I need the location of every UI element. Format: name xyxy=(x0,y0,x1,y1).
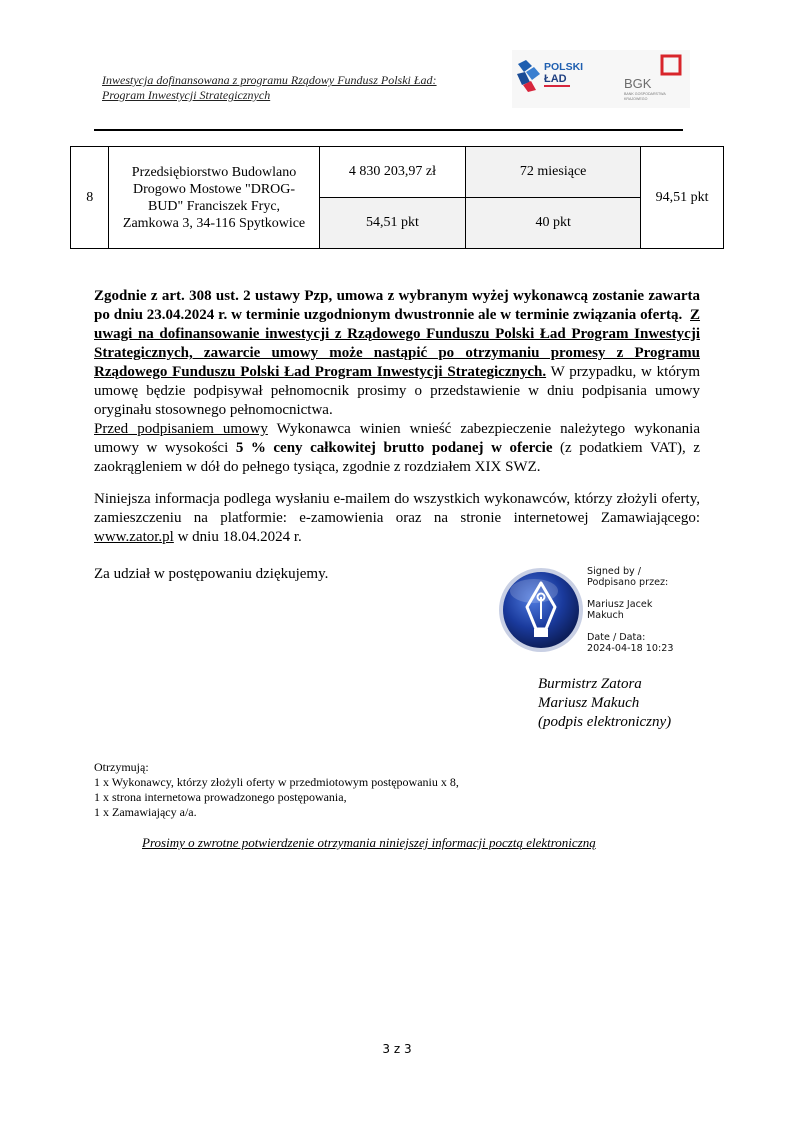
date-label: Date / Data: xyxy=(587,632,646,643)
funding-logos xyxy=(512,50,690,108)
bgk-text: BGK xyxy=(624,76,652,91)
bgk-sub1: BANK GOSPODARSTWA xyxy=(624,92,666,96)
list-item: 1 x Wykonawcy, którzy złożyli oferty w przedmiotowym postępowaniu x 8, xyxy=(94,775,459,789)
signatory-block xyxy=(538,675,671,732)
signed-by-label: Signed by / xyxy=(587,566,642,577)
header-divider xyxy=(94,129,683,131)
polski-text: POLSKI xyxy=(544,61,584,73)
list-item: 1 x strona internetowa prowadzonego postępowania, xyxy=(94,790,347,804)
contractor-line: Przedsiębiorstwo Budowlano xyxy=(131,164,297,180)
funding-condition-text: Z uwagi na dofinansowanie inwestycji z Rządowego Funduszu Polski Ład Program Inwestycji Strategicznych, zawarcie umowy może nastąpić po otrzymaniu promesy z Programu Rządowego Funduszu Polski Ład Program Inwestycji Strategicznych. xyxy=(94,307,701,380)
price-cell: 4 830 203,97 zł xyxy=(319,147,466,198)
signatory-title: Burmistrz Zatora xyxy=(538,676,642,692)
bgk-sub2: KRAJOWEGO xyxy=(624,97,648,101)
acknowledgement-request: Prosimy o zwrotne potwierdzenie otrzymania niniejszej informacji pocztą elektroniczną xyxy=(142,835,596,850)
thanks-text: Za udział w postępowaniu dziękujemy. xyxy=(94,566,329,582)
recipients-list xyxy=(94,760,459,820)
header-line-2: Program Inwestycji Strategicznych xyxy=(102,88,271,102)
contract-info-paragraph xyxy=(94,287,700,477)
security-text-a: Wykonawca winien wnieść zabezpieczenie należytego wykonania umowy w wysokości xyxy=(94,421,700,456)
before-signing-text: Przed podpisaniem umowy xyxy=(94,421,268,437)
offer-number: 8 xyxy=(71,147,109,249)
publication-paragraph xyxy=(94,490,700,547)
signer-name-1: Mariusz Jacek xyxy=(587,599,653,610)
signatory-note: (podpis elektroniczny) xyxy=(538,714,672,730)
offer-results-table xyxy=(70,146,724,249)
price-points-cell: 54,51 pkt xyxy=(319,198,466,249)
page-number: 3 z 3 xyxy=(382,1042,412,1056)
recipients-heading: Otrzymują: xyxy=(94,760,149,774)
contractor-line: Zamkowa 3, 34-116 Spytkowice xyxy=(122,215,306,231)
security-amount-text: 5 % ceny całkowitej brutto podanej w ofercie xyxy=(235,440,553,456)
contractor-cell xyxy=(109,147,319,249)
publication-text-b: w dniu 18.04.2024 r. xyxy=(173,529,302,545)
security-text-b: (z podatkiem VAT), z zaokrągleniem w dół do pełnego tysiąca, zgodnie z rozdziałem XIX SWZ. xyxy=(94,440,701,475)
total-points-cell: 94,51 pkt xyxy=(641,147,724,249)
signed-by-label-pl: Podpisano przez: xyxy=(587,577,669,588)
warranty-points-cell: 40 pkt xyxy=(466,198,641,249)
pen-nib-signature-icon xyxy=(498,567,584,653)
publication-text-a: Niniejsza informacja podlega wysłaniu e-mailem do wszystkich wykonawców, którzy złożyli oferty, zamieszczeniu na platformie: e-zamowienia oraz na stronie internetowej Zamawiającego: xyxy=(94,491,700,526)
lad-text: ŁAD xyxy=(544,73,567,85)
warranty-cell: 72 miesiące xyxy=(466,147,641,198)
proxy-text: W przypadku, w którym umowę będzie podpisywał pełnomocnik prosimy o przedstawienie w dniu podpisania umowy oryginału stosownego pełnomocnictwa. xyxy=(94,364,700,418)
contractor-line: BUD" Franciszek Fryc, xyxy=(147,198,281,214)
header-program-text xyxy=(102,73,437,103)
header-line-1: Inwestycja dofinansowana z programu Rządowy Fundusz Polski Ład: xyxy=(102,73,437,87)
zator-website-link[interactable]: www.zator.pl xyxy=(94,529,174,545)
table-row xyxy=(71,147,724,198)
contractor-line: Drogowo Mostowe "DROG- xyxy=(133,181,296,197)
list-item: 1 x Zamawiający a/a. xyxy=(94,805,197,819)
signer-name-2: Makuch xyxy=(587,610,624,621)
signature-metadata xyxy=(587,566,673,654)
contract-date-text: Zgodnie z art. 308 ust. 2 ustawy Pzp, umowa z wybranym wyżej wykonawcą zostanie zawarta po dniu 23.04.2024 r. w terminie uzgodnionym dwustronnie ale w terminie związania ofertą. xyxy=(94,288,700,323)
date-value: 2024-04-18 10:23 xyxy=(587,643,674,654)
signatory-name: Mariusz Makuch xyxy=(538,695,640,711)
